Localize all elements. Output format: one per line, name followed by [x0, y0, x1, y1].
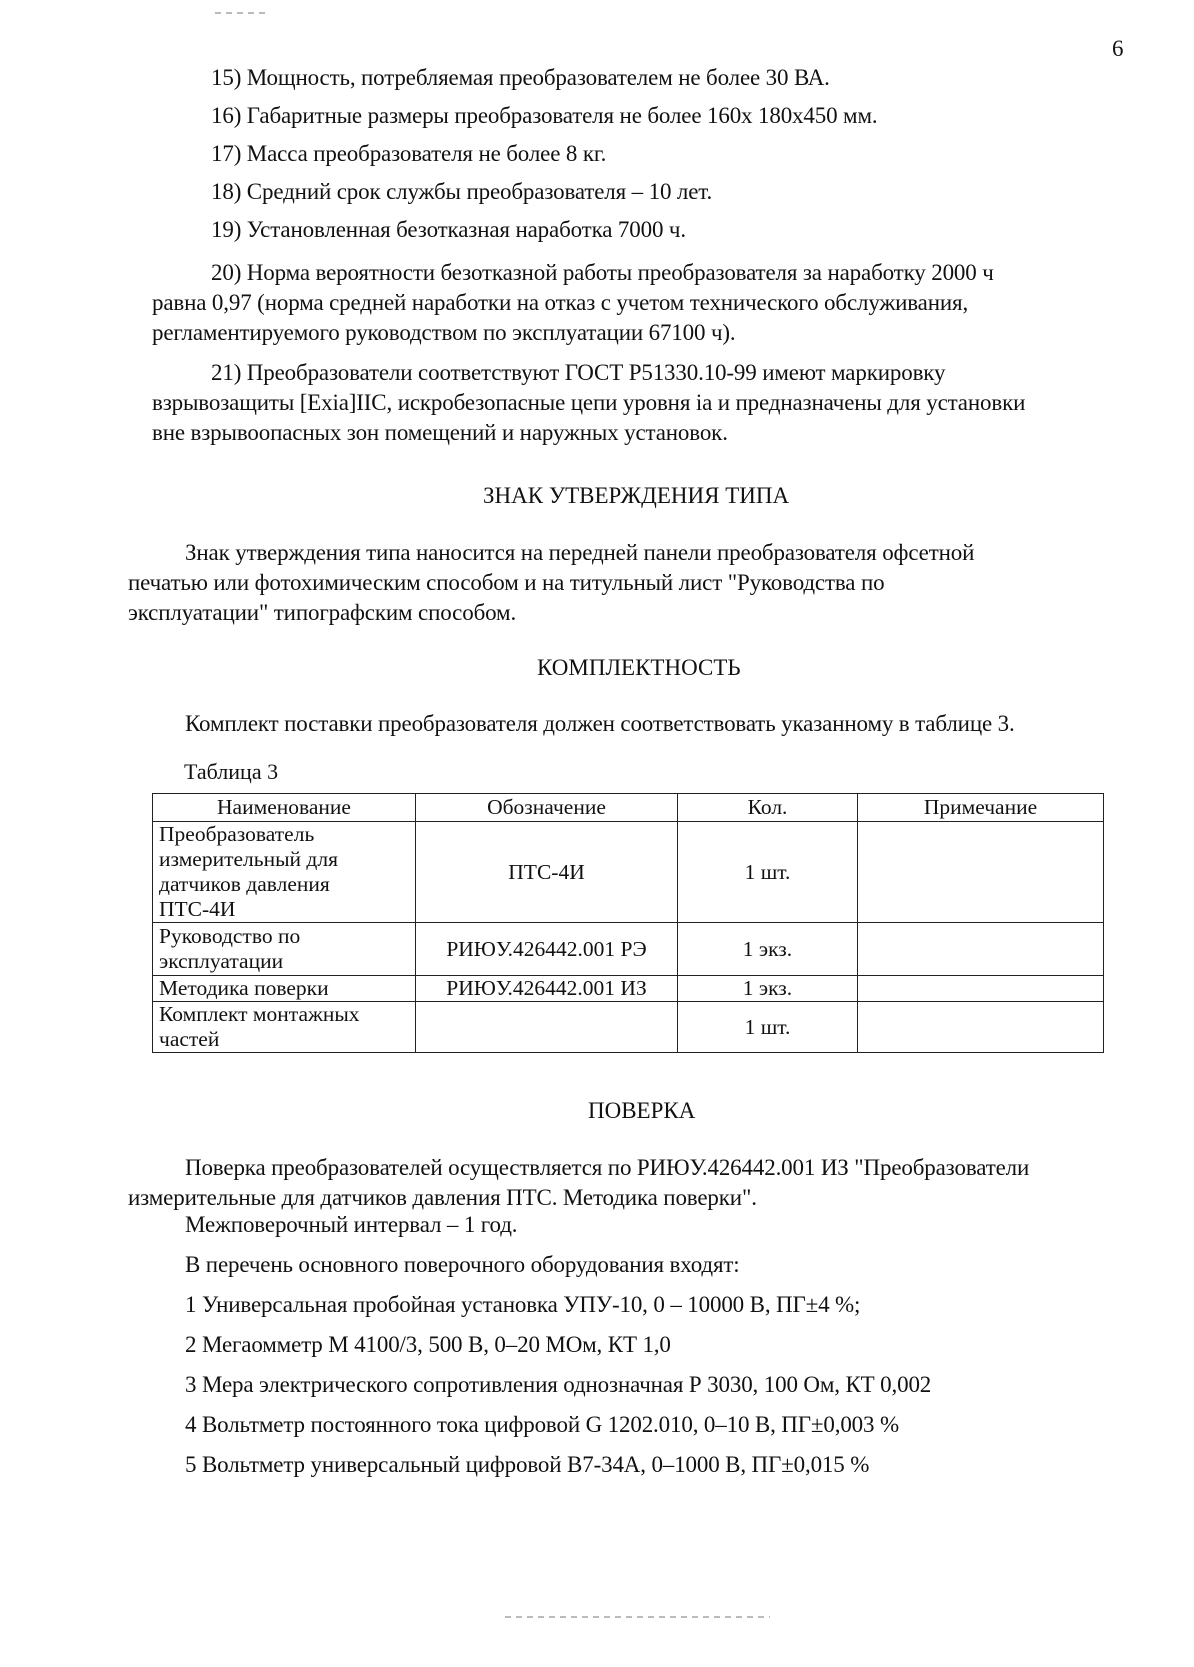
section-heading-verification: ПОВЕРКА [588, 1098, 696, 1123]
section-heading-type-mark: ЗНАК УТВЕРЖДЕНИЯ ТИПА [483, 483, 790, 508]
type-mark-line-2: печатью или фотохимическим способом и на титульный лист "Руководства по [128, 570, 885, 595]
table-row [153, 822, 1104, 923]
spec-item-15: 15) Мощность, потребляемая преобразователем не более 30 ВА. [211, 65, 830, 90]
column-header-qty: Кол. [678, 794, 858, 822]
table-row [153, 1002, 1104, 1053]
spec-item-17: 17) Масса преобразователя не более 8 кг. [211, 141, 607, 166]
cell-note [858, 976, 1104, 1002]
cell-designation: РИЮУ.426442.001 ИЗ [416, 976, 678, 1002]
scan-artifact-bottom [505, 1616, 770, 1618]
spec-item-20-line-2: равна 0,97 (норма средней наработки на отказ с учетом технического обслуживания, [152, 290, 969, 315]
delivery-set-table [152, 793, 1104, 1053]
spec-item-16: 16) Габаритные размеры преобразователя не более 160х 180х450 мм. [211, 103, 878, 128]
type-mark-line-1: Знак утверждения типа наносится на передней панели преобразователя офсетной [185, 540, 975, 565]
cell-name: Методика поверки [153, 976, 416, 1002]
scan-artifact-top [215, 12, 270, 14]
equipment-item-3: 3 Мера электрического сопротивления однозначная Р 3030, 100 Ом, КТ 0,002 [185, 1372, 932, 1397]
cell-note [858, 923, 1104, 976]
table-row [153, 923, 1104, 976]
cell-name: Руководство по эксплуатации [153, 923, 416, 976]
cell-name: Комплект монтажных частей [153, 1002, 416, 1053]
cell-note [858, 822, 1104, 923]
cell-designation: ПТС-4И [416, 822, 678, 923]
type-mark-line-3: эксплуатации" типографским способом. [128, 600, 517, 625]
verification-line-1: Поверка преобразователей осуществляется по РИЮУ.426442.001 ИЗ "Преобразователи [185, 1155, 1030, 1180]
equipment-item-4: 4 Вольтметр постоянного тока цифровой G 1202.010, 0–10 В, ПГ±0,003 % [185, 1412, 899, 1437]
equipment-item-5: 5 Вольтметр универсальный цифровой В7-34А, 0–1000 В, ПГ±0,015 % [185, 1452, 870, 1477]
spec-item-19: 19) Установленная безотказная наработка 7000 ч. [211, 217, 686, 242]
cell-qty: 1 шт. [678, 822, 858, 923]
column-header-note: Примечание [858, 794, 1104, 822]
equipment-item-2: 2 Мегаомметр М 4100/3, 500 В, 0–20 МОм, КТ 1,0 [185, 1332, 671, 1357]
completeness-intro: Комплект поставки преобразователя должен соответствовать указанному в таблице 3. [185, 711, 1015, 736]
column-header-name: Наименование [153, 794, 416, 822]
cell-note [858, 1002, 1104, 1053]
section-heading-completeness: КОМПЛЕКТНОСТЬ [537, 655, 741, 680]
column-header-designation: Обозначение [416, 794, 678, 822]
verification-interval: Межповерочный интервал – 1 год. [185, 1212, 518, 1237]
cell-qty: 1 экз. [678, 923, 858, 976]
verification-line-2: измерительные для датчиков давления ПТС. Методика поверки". [128, 1185, 757, 1210]
spec-item-20-line-1: 20) Норма вероятности безотказной работы преобразователя за наработку 2000 ч [211, 260, 994, 285]
cell-qty: 1 шт. [678, 1002, 858, 1053]
cell-name: Преобразователь измерительный для датчиков давления ПТС-4И [153, 822, 416, 923]
table-header-row [153, 794, 1104, 822]
cell-designation: РИЮУ.426442.001 РЭ [416, 923, 678, 976]
spec-item-18: 18) Средний срок службы преобразователя – 10 лет. [211, 179, 713, 204]
cell-designation [416, 1002, 678, 1053]
spec-item-21-line-1: 21) Преобразователи соответствуют ГОСТ Р51330.10-99 имеют маркировку [211, 360, 946, 385]
equipment-item-1: 1 Универсальная пробойная установка УПУ-10, 0 – 10000 В, ПГ±4 %; [185, 1292, 861, 1317]
spec-item-20-line-3: регламентируемого руководством по эксплуатации 67100 ч). [152, 320, 736, 345]
table-caption: Таблица 3 [184, 759, 279, 784]
page-number: 6 [1112, 36, 1124, 61]
cell-qty: 1 экз. [678, 976, 858, 1002]
table-row [153, 976, 1104, 1002]
spec-item-21-line-3: вне взрывоопасных зон помещений и наружных установок. [152, 420, 728, 445]
equipment-intro: В перечень основного поверочного оборудования входят: [185, 1252, 740, 1277]
spec-item-21-line-2: взрывозащиты [Exia]IIC, искробезопасные цепи уровня ia и предназначены для установки [152, 390, 1026, 415]
